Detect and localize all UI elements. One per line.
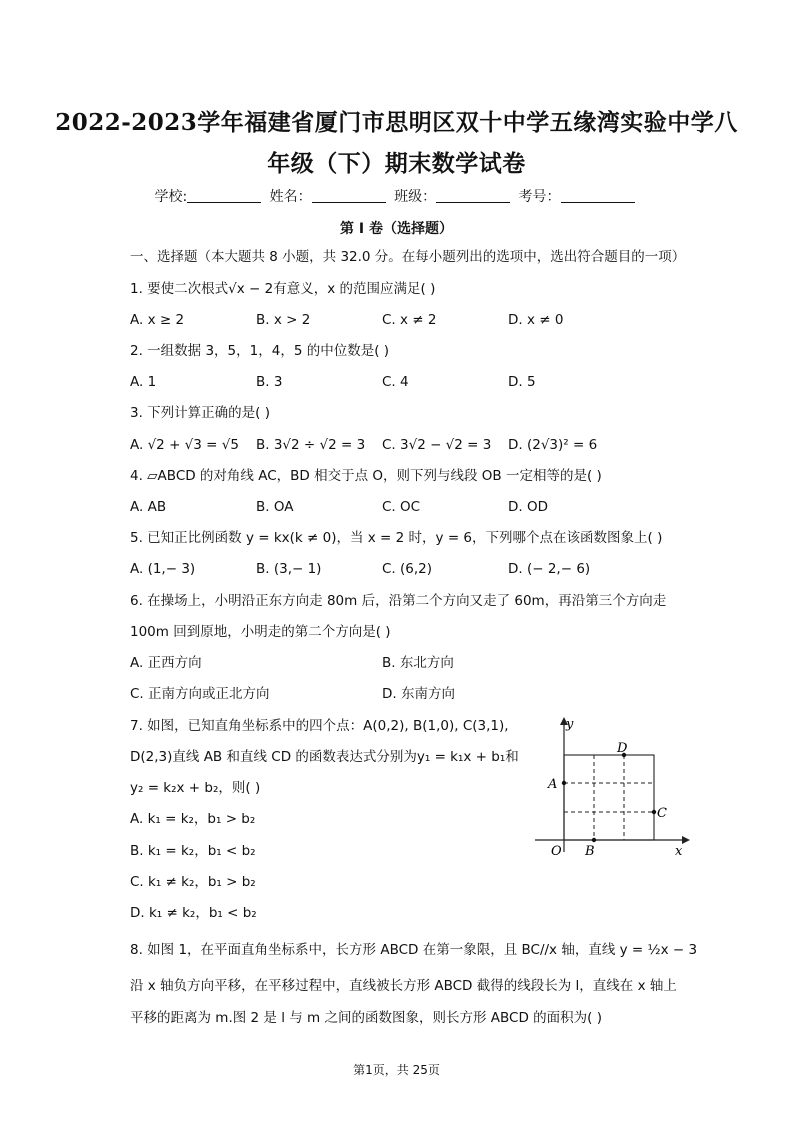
q5-option-a: A. (1,− 3) (130, 561, 196, 577)
question-3-stem: 3. 下列计算正确的是( ) (130, 405, 270, 421)
q7-option-a: A. k₁ = k₂，b₁ > b₂ (130, 811, 256, 827)
exam-title-line2: 年级（下）期末数学试卷 (267, 150, 526, 177)
question-7-stem: 7. 如图，已知直角坐标系中的四个点：A(0,2), B(1,0), C(3,1), (130, 718, 509, 734)
q6-option-a: A. 正西方向 (130, 655, 202, 671)
q6-option-b: B. 东北方向 (382, 655, 454, 671)
label-d: D (617, 741, 628, 756)
page-footer: 第1页，共 25页 (353, 1063, 440, 1077)
label-c: C (657, 806, 667, 821)
q4-option-d: D. OD (508, 499, 548, 515)
section-heading: 一、选择题（本大题共 8 小题，共 32.0 分。在每小题列出的选项中，选出符合题目的一项） (130, 249, 686, 265)
name-blank (312, 190, 386, 203)
exam-no-label: 考号： (518, 189, 561, 205)
exam-title-line1: 2022-2023学年福建省厦门市思明区双十中学五缘湾实验中学八 (55, 109, 738, 136)
question-5-stem: 5. 已知正比例函数 y = kx(k ≠ 0)，当 x = 2 时，y = 6，下列哪个点在该函数图象上( ) (130, 530, 663, 546)
coordinate-figure (530, 712, 700, 862)
q6-option-c: C. 正南方向或正北方向 (130, 686, 270, 702)
point-b (592, 838, 596, 842)
class-blank (436, 190, 510, 203)
point-c (652, 810, 656, 814)
q2-option-c: C. 4 (382, 374, 409, 390)
q3-option-a: A. √2 + √3 = √5 (130, 437, 239, 453)
outer-rectangle (564, 755, 654, 840)
q7-option-c: C. k₁ ≠ k₂，b₁ > b₂ (130, 874, 256, 890)
q2-option-a: A. 1 (130, 374, 157, 390)
question-6-stem-cont: 100m 回到原地，小明走的第二个方向是( ) (130, 624, 391, 640)
q1-option-a: A. x ≥ 2 (130, 312, 185, 328)
q4-option-c: C. OC (382, 499, 421, 515)
q7-option-d: D. k₁ ≠ k₂，b₁ < b₂ (130, 905, 257, 921)
label-origin: O (551, 844, 562, 859)
question-8-stem-cont2: 平移的距离为 m.图 2 是 l 与 m 之间的函数图象，则长方形 ABCD 的面积为( ) (130, 1010, 602, 1026)
x-axis-arrow (682, 836, 690, 844)
label-x: x (675, 844, 683, 859)
q1-option-c: C. x ≠ 2 (382, 312, 437, 328)
school-label: 学校: (154, 189, 188, 205)
q2-option-d: D. 5 (508, 374, 536, 390)
q7-option-b: B. k₁ = k₂，b₁ < b₂ (130, 843, 256, 859)
q3-option-b: B. 3√2 ÷ √2 = 3 (256, 437, 366, 453)
q5-option-d: D. (− 2,− 6) (508, 561, 591, 577)
q6-option-d: D. 东南方向 (382, 686, 455, 702)
question-1-stem: 1. 要使二次根式√x − 2有意义，x 的范围应满足( ) (130, 281, 436, 297)
label-a: A (548, 777, 558, 792)
q4-option-b: B. OA (256, 499, 294, 515)
school-blank (187, 190, 261, 203)
question-2-stem: 2. 一组数据 3，5，1，4，5 的中位数是( ) (130, 343, 390, 359)
exam-no-blank (561, 190, 635, 203)
q5-option-c: C. (6,2) (382, 561, 433, 577)
q2-option-b: B. 3 (256, 374, 283, 390)
class-label: 班级： (394, 189, 437, 205)
q3-option-d: D. (2√3)² = 6 (508, 437, 598, 453)
label-b: B (585, 844, 595, 859)
q3-option-c: C. 3√2 − √2 = 3 (382, 437, 492, 453)
question-7-stem-cont: D(2,3)直线 AB 和直线 CD 的函数表达式分别为y₁ = k₁x + b₁和 (130, 749, 519, 765)
part-title: 第 I 卷（选择题） (340, 221, 453, 237)
question-8-stem: 8. 如图 1，在平面直角坐标系中，长方形 ABCD 在第一象限，且 BC//x 轴，直线 y = ½x − 3 (130, 942, 698, 958)
q1-option-b: B. x > 2 (256, 312, 311, 328)
q4-option-a: A. AB (130, 499, 167, 515)
q1-option-d: D. x ≠ 0 (508, 312, 564, 328)
name-label: 姓名： (269, 189, 312, 205)
point-a (562, 781, 566, 785)
q5-option-b: B. (3,− 1) (256, 561, 322, 577)
question-6-stem: 6. 在操场上，小明沿正东方向走 80m 后，沿第二个方向又走了 60m，再沿第三个方向走 (130, 593, 667, 609)
question-8-stem-cont: 沿 x 轴负方向平移，在平移过程中，直线被长方形 ABCD 截得的线段长为 l，直线在 x 轴上 (130, 978, 677, 994)
label-y: y (566, 717, 574, 732)
question-7-stem-cont2: y₂ = k₂x + b₂，则( ) (130, 780, 261, 796)
question-4-stem: 4. ▱ABCD 的对角线 AC，BD 相交于点 O，则下列与线段 OB 一定相等的是( ) (130, 468, 602, 484)
student-info-row (0, 186, 793, 206)
